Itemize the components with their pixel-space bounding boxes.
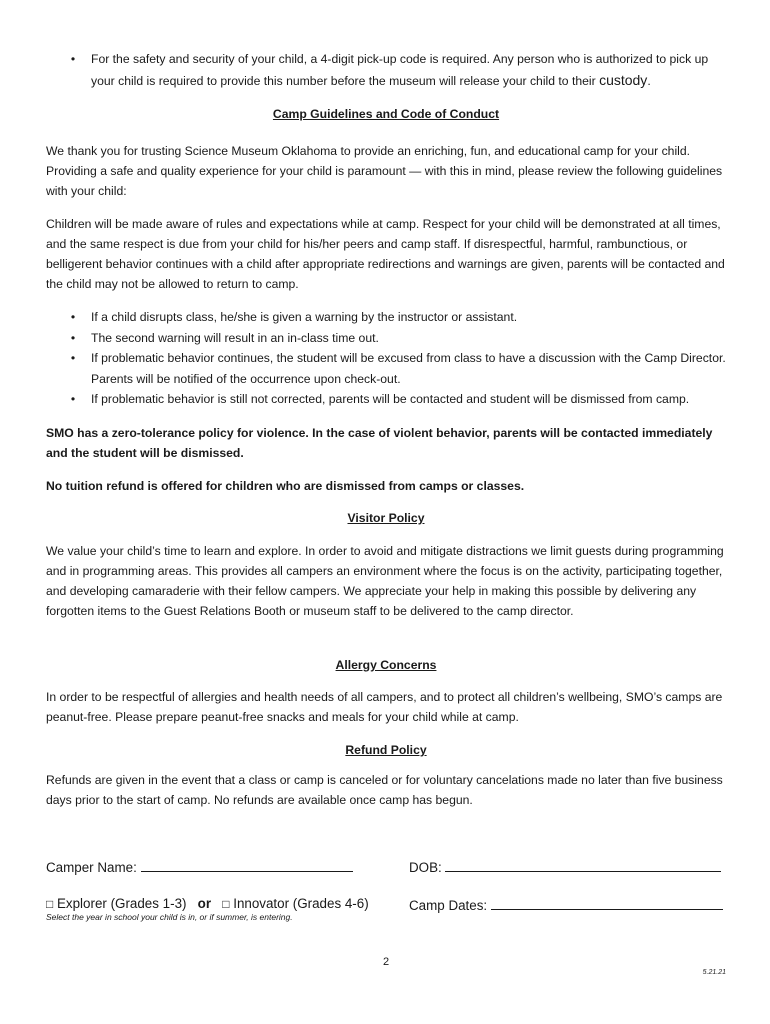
dob-label: DOB:: [409, 860, 442, 875]
dob-row: [409, 857, 721, 877]
guidelines-intro-paragraph: We thank you for trusting Science Museum Oklahoma to provide an enriching, fun, and educational camp for your child. Providing a safe and quality experience for your child is paramount — with this in mind, please review the following guidelines with your child:: [46, 144, 723, 198]
camp-dates-row: [409, 895, 723, 915]
explorer-checkbox[interactable]: □: [46, 897, 54, 911]
no-refund-notice: No tuition refund is offered for children who are dismissed from camps or classes.: [46, 479, 525, 493]
zero-tolerance-notice: SMO has a zero-tolerance policy for violence. In the case of violent behavior, parents will be contacted immediately and the student will be dismissed.: [46, 426, 713, 460]
grade-hint-text: Select the year in school your child is in, or if summer, is entering.: [46, 912, 293, 922]
warning-rule-text: If problematic behavior is still not corrected, parents will be contacted and student will be dismissed from camp.: [91, 392, 690, 406]
guidelines-expectations-paragraph: Children will be made aware of rules and expectations while at camp. Respect for your child will be demonstrated at all times, and the same respect is due from your child for his/her peers and camp staff. If disrespectful, harmful, rambunctious, or belligerent behavior continues with a child after appropriate redirections and warnings are given, parents will be contacted and the child may not be allowed to return to camp.: [46, 217, 725, 291]
pickup-code-text: For the safety and security of your child, a 4-digit pick-up code is required. Any person who is authorized to pick up your child is required to provide this number before the museum will release your child to their: [91, 52, 709, 88]
camper-name-row: [46, 857, 353, 877]
dob-field[interactable]: [445, 857, 721, 872]
warnings-bullet-list: [46, 307, 726, 410]
camp-dates-field[interactable]: [491, 895, 723, 910]
warning-rule-text: If a child disrupts class, he/she is given a warning by the instructor or assistant.: [91, 310, 518, 324]
visitor-policy-heading: Visitor Policy: [347, 511, 425, 525]
refund-policy-paragraph: Refunds are given in the event that a class or camp is canceled or for voluntary cancelations made no later than five business days prior to the start of camp. No refunds are available once camp has begun.: [46, 773, 723, 807]
camper-name-label: Camper Name:: [46, 860, 137, 875]
camper-name-field[interactable]: [141, 857, 353, 872]
grade-selection-row: [46, 895, 369, 913]
warning-rule-text: If problematic behavior continues, the student will be excused from class to have a discussion with the Camp Director. Parents will be notified of the occurrence upon check-out.: [91, 351, 726, 386]
page-number: 2: [382, 956, 390, 968]
custody-word: custody: [599, 71, 648, 88]
bullet-icon: •: [70, 392, 76, 406]
innovator-label: Innovator (Grades 4-6): [233, 896, 369, 911]
revision-date: 5.21.21: [702, 969, 726, 976]
guidelines-heading: Camp Guidelines and Code of Conduct: [272, 107, 500, 121]
warning-rule-text: The second warning will result in an in-class time out.: [91, 330, 379, 345]
allergy-heading: Allergy Concerns: [335, 658, 437, 672]
bullet-icon: •: [70, 351, 76, 365]
pickup-code-end: .: [647, 73, 651, 88]
pickup-code-bullet-list: [46, 49, 726, 91]
bullet-icon: •: [70, 310, 76, 324]
innovator-checkbox[interactable]: □: [222, 897, 230, 911]
list-item: [46, 348, 726, 389]
or-label: or: [197, 896, 212, 911]
list-item: [46, 49, 726, 91]
allergy-paragraph: In order to be respectful of allergies and health needs of all campers, and to protect all children’s wellbeing, SMO’s camps are peanut-free. Please prepare peanut-free snacks and meals for your child while at camp.: [46, 690, 723, 724]
list-item: [46, 307, 726, 328]
list-item: [46, 389, 726, 410]
bullet-icon: •: [70, 330, 76, 345]
refund-policy-heading: Refund Policy: [345, 743, 427, 757]
bullet-icon: •: [70, 52, 76, 66]
visitor-policy-paragraph: We value your child’s time to learn and explore. In order to avoid and mitigate distractions we limit guests during programming and in programming areas. This provides all campers an environment where the focus is on the activity, participating together, and developing camaraderie with their fellow campers. We appreciate your help in making this possible by delivering any forgotten items to the Guest Relations Booth or museum staff to be delivered to the camp director.: [46, 544, 724, 618]
explorer-label: Explorer (Grades 1-3): [56, 896, 187, 911]
camp-dates-label: Camp Dates:: [409, 898, 488, 913]
list-item: [46, 328, 726, 349]
